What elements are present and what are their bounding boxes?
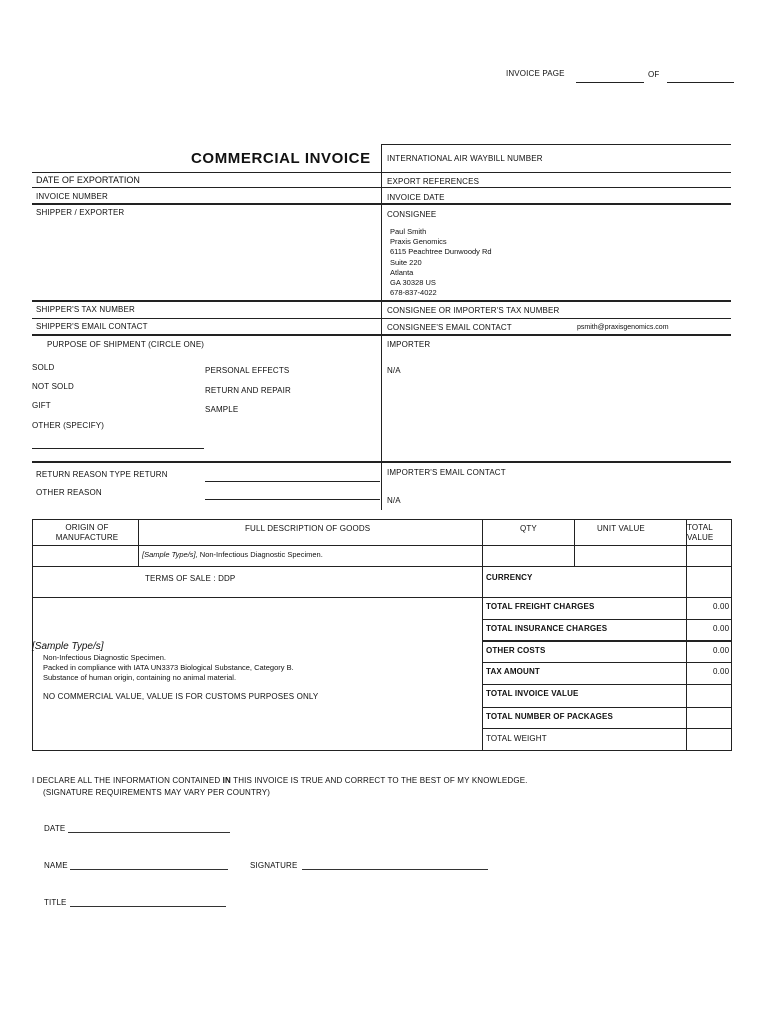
page-title: COMMERCIAL INVOICE xyxy=(191,150,371,167)
charge-label-freight: TOTAL FREIGHT CHARGES xyxy=(486,602,595,611)
qty-header: QTY xyxy=(520,524,537,533)
total-value-header: TOTAL VALUE xyxy=(687,523,714,542)
date-field[interactable] xyxy=(68,823,230,833)
top-border-right xyxy=(381,144,731,145)
sample-detail-line: Non-Infectious Diagnostic Specimen. xyxy=(43,653,166,662)
charges-line-3 xyxy=(482,662,731,663)
charge-value-freight[interactable]: 0.00 xyxy=(713,602,730,611)
terms-of-sale: TERMS OF SALE : DDP xyxy=(145,574,236,583)
goods-table-header-bottom xyxy=(32,545,731,546)
shipper-email-label: SHIPPER'S EMAIL CONTACT xyxy=(36,322,148,331)
currency-label: CURRENCY xyxy=(486,573,533,582)
importer-email-label: IMPORTER'S EMAIL CONTACT xyxy=(387,468,506,477)
other-specify-field[interactable] xyxy=(32,448,204,449)
purpose-option-sample[interactable]: SAMPLE xyxy=(205,405,239,414)
goods-description-cell[interactable] xyxy=(142,550,323,559)
charge-value-other[interactable]: 0.00 xyxy=(713,646,730,655)
charge-label-invoice-total: TOTAL INVOICE VALUE xyxy=(486,689,579,698)
shipper-exporter-label: SHIPPER / EXPORTER xyxy=(36,208,125,217)
row-line-5 xyxy=(32,318,731,319)
declaration-text-in: IN xyxy=(222,776,231,785)
signature-label: SIGNATURE xyxy=(250,861,298,870)
declaration-text-a: I DECLARE ALL THE INFORMATION CONTAINED xyxy=(32,776,223,785)
return-reason-type-field[interactable] xyxy=(205,481,380,482)
row-line-2 xyxy=(32,187,731,188)
center-divider-lower xyxy=(381,462,382,510)
consignee-email-value[interactable]: psmith@praxisgenomics.com xyxy=(577,324,669,331)
invoice-page-label: INVOICE PAGE xyxy=(506,69,565,78)
air-waybill-label: INTERNATIONAL AIR WAYBILL NUMBER xyxy=(387,154,543,163)
charges-line-4 xyxy=(482,684,731,685)
no-commercial-value-note: NO COMMERCIAL VALUE, VALUE IS FOR CUSTOMS PURPOSES ONLY xyxy=(43,692,319,701)
consignee-address-line: Suite 220 xyxy=(390,257,422,267)
col-divider-origin xyxy=(138,519,139,566)
description-header: FULL DESCRIPTION OF GOODS xyxy=(245,524,371,533)
other-reason-field[interactable] xyxy=(205,499,380,500)
charge-label-other: OTHER COSTS xyxy=(486,646,546,655)
sample-type-text: [Sample Type/s], xyxy=(142,550,198,559)
consignee-address-line: Paul Smith xyxy=(390,227,427,236)
title-field[interactable] xyxy=(70,897,226,907)
charge-value-tax[interactable]: 0.00 xyxy=(713,667,730,676)
col-divider-unit xyxy=(686,519,687,751)
consignee-address-line: GA 30328 US xyxy=(390,278,436,288)
row-line-3 xyxy=(32,203,731,205)
col-divider-desc xyxy=(482,519,483,751)
sample-heading: [Sample Type/s] xyxy=(32,641,104,652)
charges-line-5 xyxy=(482,707,731,708)
name-label: NAME xyxy=(44,861,68,870)
goods-table-left-edge xyxy=(32,519,33,751)
importer-email-value: N/A xyxy=(387,496,401,505)
export-references-label: EXPORT REFERENCES xyxy=(387,177,480,186)
return-reason-type-label: RETURN REASON TYPE RETURN xyxy=(36,470,168,479)
consignee-address-line: 678-837-4022 xyxy=(390,288,437,298)
sample-detail-line: Substance of human origin, containing no animal material. xyxy=(43,673,237,682)
unit-value-header: UNIT VALUE xyxy=(597,524,645,533)
declaration-line-2: (SIGNATURE REQUIREMENTS MAY VARY PER COUNTRY) xyxy=(43,788,271,797)
invoice-page-field[interactable] xyxy=(576,82,644,83)
consignee-tax-number-label: CONSIGNEE OR IMPORTER'S TAX NUMBER xyxy=(387,306,560,315)
terms-row-bottom xyxy=(32,597,731,598)
charge-label-weight: TOTAL WEIGHT xyxy=(486,734,547,743)
charge-label-insurance: TOTAL INSURANCE CHARGES xyxy=(486,624,608,633)
sample-detail-line: Packed in compliance with IATA UN3373 Biological Substance, Category B. xyxy=(43,663,294,672)
purpose-of-shipment-label: PURPOSE OF SHIPMENT (CIRCLE ONE) xyxy=(47,340,205,349)
consignee-label: CONSIGNEE xyxy=(387,210,437,219)
date-label: DATE xyxy=(44,824,66,833)
goods-table-top xyxy=(32,519,731,520)
col-divider-qty xyxy=(574,519,575,566)
invoice-page-of-label: OF xyxy=(648,70,660,79)
row-line-6 xyxy=(32,334,731,336)
center-divider xyxy=(381,144,382,462)
importer-value: N/A xyxy=(387,366,401,375)
date-of-exportation-label: DATE OF EXPORTATION xyxy=(36,175,140,185)
row-line-1 xyxy=(32,172,731,173)
charge-label-tax: TAX AMOUNT xyxy=(486,667,540,676)
goods-table-row-bottom xyxy=(32,566,731,567)
goods-description-text: Non-Infectious Diagnostic Specimen. xyxy=(197,550,323,559)
consignee-address-line: Atlanta xyxy=(390,267,414,277)
invoice-page-total-field[interactable] xyxy=(667,82,734,83)
consignee-email-label: CONSIGNEE'S EMAIL CONTACT xyxy=(387,323,512,332)
purpose-option-sold[interactable]: SOLD xyxy=(32,363,55,372)
declaration-text-b: THIS INVOICE IS TRUE AND CORRECT TO THE BEST OF MY KNOWLEDGE. xyxy=(230,776,528,785)
shipper-tax-number-label: SHIPPER'S TAX NUMBER xyxy=(36,305,135,314)
consignee-address xyxy=(390,227,492,298)
charges-line-6 xyxy=(482,728,731,729)
other-reason-label: OTHER REASON xyxy=(36,488,102,497)
charges-line-2 xyxy=(482,640,731,642)
purpose-option-not-sold[interactable]: NOT SOLD xyxy=(32,382,74,391)
purpose-option-return-repair[interactable]: RETURN AND REPAIR xyxy=(205,386,291,395)
purpose-option-other[interactable]: OTHER (SPECIFY) xyxy=(32,421,105,430)
charges-line-1 xyxy=(482,619,731,620)
charge-label-packages: TOTAL NUMBER OF PACKAGES xyxy=(486,712,614,721)
importer-label: IMPORTER xyxy=(387,340,431,349)
charge-value-insurance[interactable]: 0.00 xyxy=(713,624,730,633)
invoice-date-label: INVOICE DATE xyxy=(387,193,445,202)
signature-field[interactable] xyxy=(302,860,488,870)
row-line-4 xyxy=(32,300,731,302)
invoice-number-label: INVOICE NUMBER xyxy=(36,192,108,201)
sample-details xyxy=(43,653,294,683)
goods-table-bottom xyxy=(32,750,731,751)
declaration-line-1 xyxy=(32,776,528,785)
title-label: TITLE xyxy=(44,898,67,907)
consignee-address-line: Praxis Genomics xyxy=(390,237,447,247)
goods-table-right-edge xyxy=(731,519,732,751)
purpose-option-gift[interactable]: GIFT xyxy=(32,401,51,410)
purpose-option-personal-effects[interactable]: PERSONAL EFFECTS xyxy=(205,366,290,375)
consignee-address-line: 6115 Peachtree Dunwoody Rd xyxy=(390,247,492,257)
origin-header: ORIGIN OF MANUFACTURE xyxy=(55,523,119,542)
name-field[interactable] xyxy=(70,860,228,870)
